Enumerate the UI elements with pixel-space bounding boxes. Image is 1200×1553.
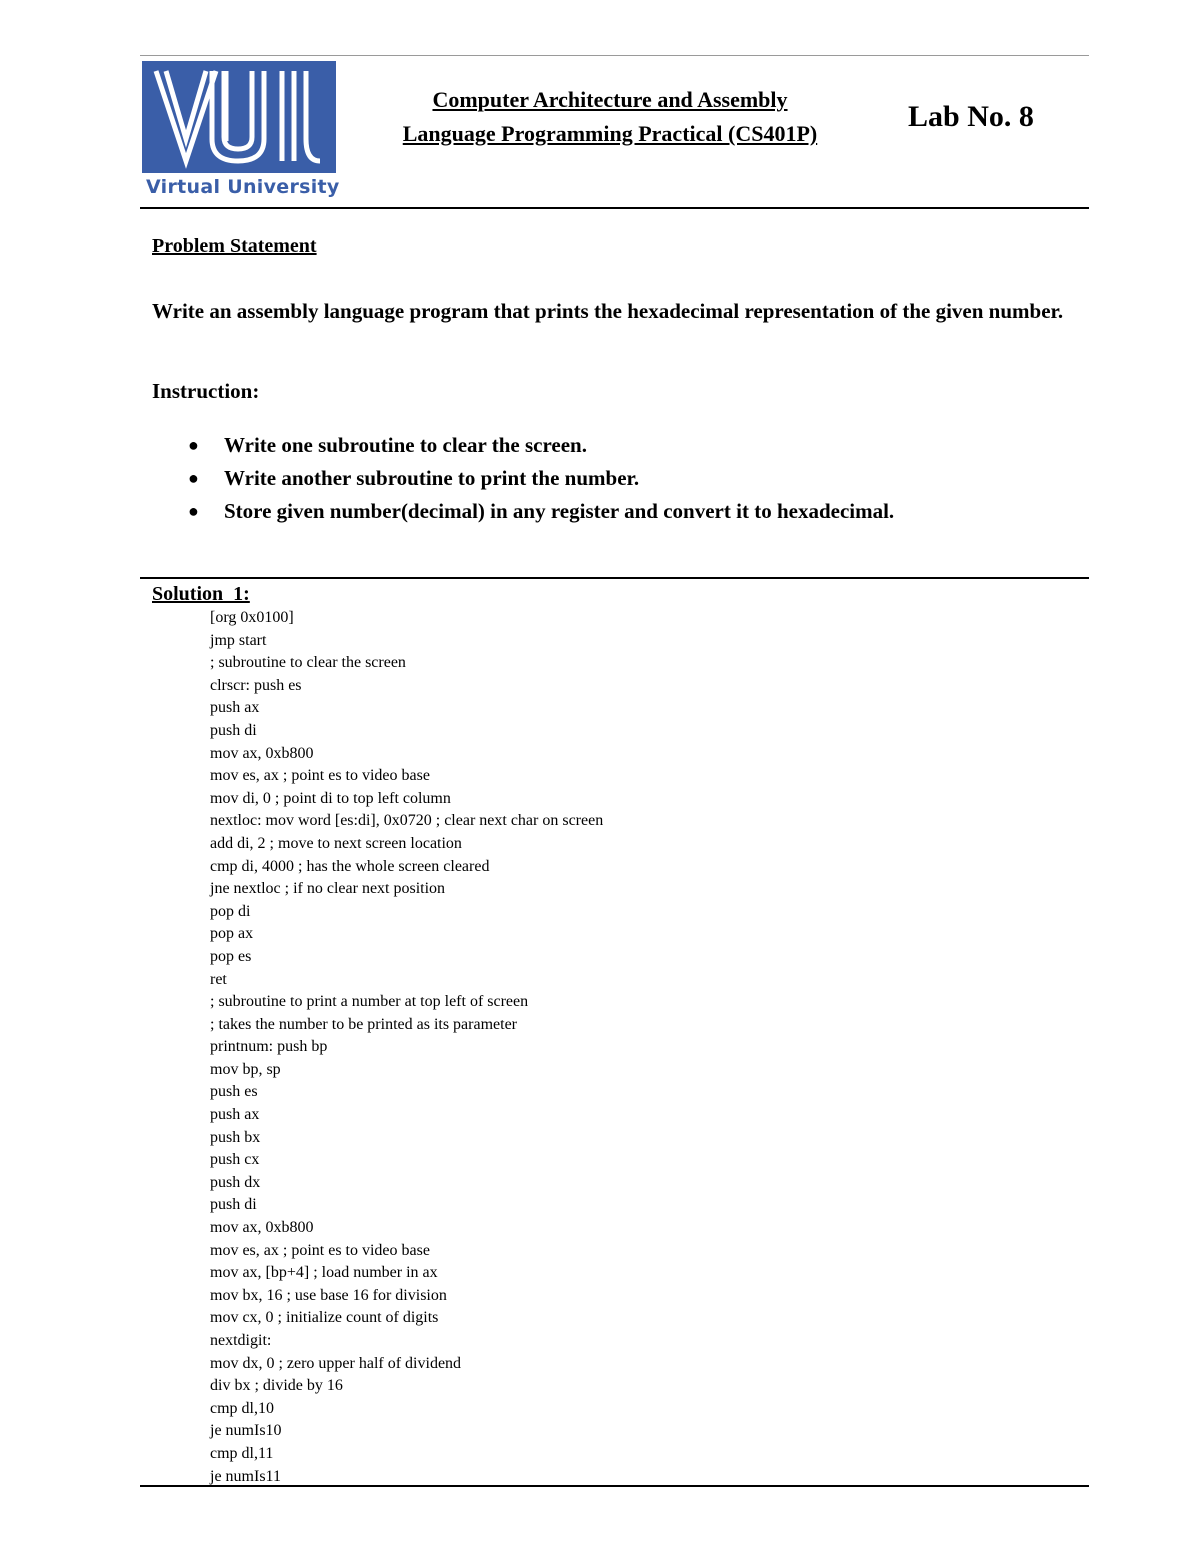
course-title-line2: Language Programming Practical (CS401P)	[402, 121, 818, 146]
code-line: nextloc: mov word [es:di], 0x0720 ; clear next char on screen	[210, 812, 604, 830]
code-line: nextdigit:	[210, 1332, 272, 1349]
list-item: ● Store given number(decimal) in any register and convert it to hexadecimal.	[188, 499, 895, 523]
code-line: push ax	[210, 1106, 260, 1124]
problem-heading: Problem Statement	[152, 235, 317, 257]
code-line: cmp dl,11	[210, 1444, 274, 1462]
code-line: push ax	[210, 699, 260, 717]
code-line: mov ax, 0xb800	[210, 744, 314, 762]
code-line: [org 0x0100]	[210, 609, 294, 626]
code-line: push bx	[210, 1128, 261, 1146]
problem-statement: Write an assembly language program that prints the hexadecimal representation of the given number.	[152, 299, 1064, 323]
list-item: ● Write another subroutine to print the number.	[188, 466, 640, 490]
code-line: div bx ; divide by 16	[210, 1377, 343, 1395]
code-line: clrscr: push es	[210, 676, 302, 694]
logo-emblem	[142, 61, 336, 173]
code-line: mov dx, 0 ; zero upper half of dividend	[210, 1354, 462, 1372]
course-title-line1: Computer Architecture and Assembly	[432, 87, 788, 112]
code-line: mov es, ax ; point es to video base	[210, 1241, 430, 1259]
top-rule	[140, 55, 1089, 56]
lab-number: Lab No. 8	[908, 100, 1034, 133]
header-rule	[140, 207, 1089, 209]
code-line: pop es	[210, 947, 252, 965]
code-line: push dx	[210, 1173, 261, 1191]
code-line: ; takes the number to be printed as its parameter	[210, 1015, 518, 1033]
code-line: add di, 2 ; move to next screen location	[210, 834, 462, 852]
code-line: mov di, 0 ; point di to top left column	[210, 789, 451, 807]
code-line: mov cx, 0 ; initialize count of digits	[210, 1309, 439, 1327]
code-line: push di	[210, 721, 257, 739]
solution-rule	[140, 577, 1089, 579]
code-listing	[210, 607, 603, 1488]
university-logo	[142, 61, 340, 201]
code-line: jmp start	[210, 631, 267, 649]
list-item: ● Write one subroutine to clear the screen.	[188, 433, 587, 457]
code-line: je numIs11	[210, 1467, 281, 1485]
code-line: push cx	[210, 1151, 260, 1169]
instruction-list	[188, 431, 894, 530]
solution-heading: Solution 1:	[152, 583, 250, 605]
code-line: je numIs10	[210, 1422, 282, 1440]
code-line: ; subroutine to print a number at top left of screen	[210, 993, 529, 1011]
logo-vu-mark	[142, 61, 336, 173]
course-title	[340, 83, 880, 151]
bullet-icon: ●	[188, 468, 199, 488]
bullet-icon: ●	[188, 435, 199, 455]
code-line: mov bx, 16 ; use base 16 for division	[210, 1286, 447, 1304]
code-line: ; subroutine to clear the screen	[210, 654, 406, 672]
code-line: pop ax	[210, 925, 254, 943]
code-line: cmp dl,10	[210, 1399, 274, 1417]
code-line: push di	[210, 1196, 257, 1214]
logo-caption: Virtual University	[146, 176, 340, 198]
code-line: ret	[210, 970, 227, 988]
code-line: mov bp, sp	[210, 1060, 281, 1078]
code-line: jne nextloc ; if no clear next position	[210, 880, 446, 898]
bullet-icon: ●	[188, 501, 199, 521]
code-line: mov ax, 0xb800	[210, 1219, 314, 1237]
instruction-heading: Instruction:	[152, 379, 260, 403]
code-line: pop di	[210, 902, 251, 920]
code-line: mov es, ax ; point es to video base	[210, 767, 430, 785]
bottom-rule	[140, 1485, 1089, 1487]
code-line: mov ax, [bp+4] ; load number in ax	[210, 1264, 438, 1282]
code-line: cmp di, 4000 ; has the whole screen cleared	[210, 857, 490, 875]
code-line: push es	[210, 1083, 258, 1101]
code-line: printnum: push bp	[210, 1038, 328, 1056]
